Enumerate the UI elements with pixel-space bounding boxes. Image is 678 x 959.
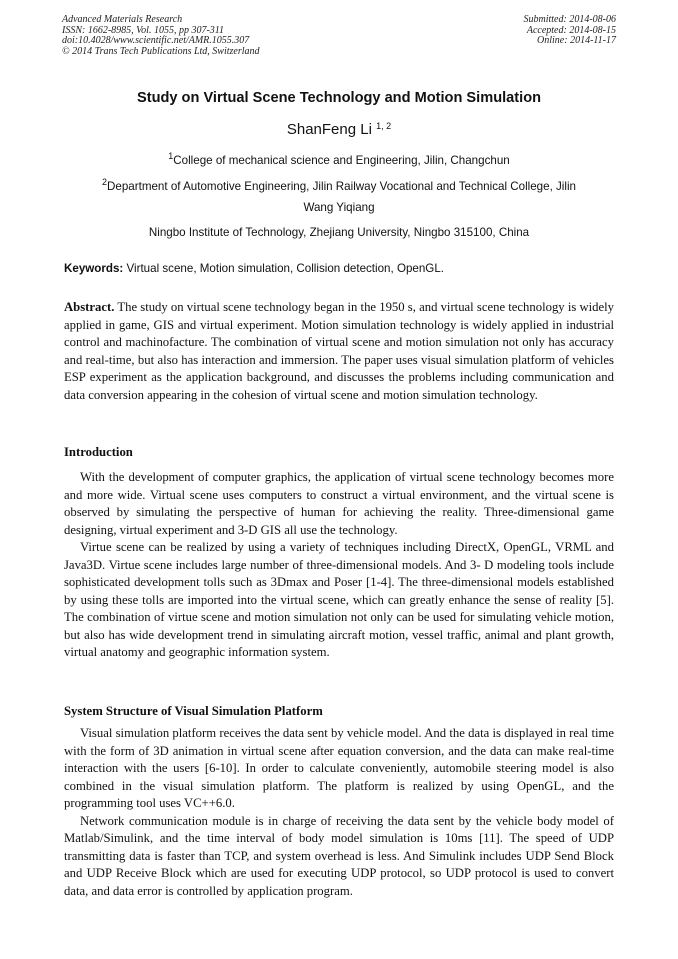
co-author-affiliation: Ningbo Institute of Technology, Zhejiang University, Ningbo 315100, China [148,226,530,239]
journal-header [62,15,260,57]
section-introduction [64,469,614,662]
date-online: Online: 2014-11-17 [537,35,616,47]
paper-title: Study on Virtual Scene Technology and Motion Simulation [136,90,542,106]
keywords-text: Virtual scene, Motion simulation, Collision detection, OpenGL. [123,262,444,275]
journal-name: Advanced Materials Research [62,14,183,25]
submission-dates [524,15,617,47]
author-name: ShanFeng Li [286,121,372,138]
affiliation-2-text: Department of Automotive Engineering, Jilin Railway Vocational and Technical College, Jilin [107,180,576,193]
date-submitted: Submitted: 2014-08-06 [523,14,616,25]
affiliation-2 [40,177,638,193]
keywords [64,262,614,275]
abstract [64,299,614,404]
journal-doi: doi:10.4028/www.scientific.net/AMR.1055.307 [62,35,250,47]
paragraph: Visual simulation platform receives the data sent by vehicle model. And the data is displayed in real time with the form of 3D animation in virtual scene after equation conversion, and the data can make real-time interaction with the users [6-10]. In order to calculate conveniently, automobile steering model is also combined in the visual simulation platform. The platform is realized by using OpenGL, and the programming tool uses VC++6.0. [64,726,614,810]
abstract-label: Abstract. [64,300,115,314]
affiliation-1-text: College of mechanical science and Engineering, Jilin, Changchun [173,154,510,167]
affiliation-2-mark: 2 [102,177,108,187]
journal-copyright: © 2014 Trans Tech Publications Ltd, Switzerland [62,45,260,57]
author-affiliation-marks: 1, 2 [376,121,392,131]
abstract-text: The study on virtual scene technology began in the 1950 s, and virtual scene technology is widely applied in game, GIS and virtual experiment. Motion simulation technology is widely applied in industrial control and machinofacture. The combination of virtual scene and motion simulation not only has accuracy and real-time, but also has interaction and immersion. The paper uses visual simulation platform of vehicles ESP experiment as the application background, and discusses the problems including communication and data conversion appearing in the cohesion of virtual scene and motion simulation technology. [64,300,614,402]
section-heading-system-structure: System Structure of Visual Simulation Platform [64,704,323,718]
affiliation-1-mark: 1 [168,151,174,161]
author-line [40,121,638,138]
section-heading-introduction: Introduction [64,445,133,459]
paragraph: With the development of computer graphics, the application of virtual scene technology becomes more and more wide. Virtual scene uses computers to construct a virtual environment, and the virtual scene is observed by simulating the perspective of human for achieving the reality. Three-dimensional game designing, virtual experiment and 3-D GIS all use the technology. [64,470,614,537]
paragraph: Virtue scene can be realized by using a variety of techniques including DirectX, OpenGL, VRML and Java3D. Virtue scene includes large number of three-dimensional models. And 3- D modeling tools include sophisticated development tolls such as 3Dmax and Poser [1-4]. The three-dimensional models established by using these tolls are imported into the virtual scene, which can greatly enhance the sense of reality [5]. The combination of virtue scene and motion simulation not only can be used for simulating vehicle motion, but also has wide development trend in simulating aircraft motion, vessel traffic, animal and plant growth, virtual anatomy and geographic information system. [64,540,614,659]
section-system-structure [64,725,614,900]
paragraph: Network communication module is in charge of receiving the data sent by the vehicle body model of Matlab/Simulink, and the time interval of body model simulation is 10ms [11]. The speed of UDP transmitting data is faster than TCP, and system overhead is less. And Simulink includes UDP Send Block and UDP Receive Block which are used for executing UDP protocol, so UDP protocol is used to convert data, and data error is controlled by application program. [64,813,614,898]
co-author-name: Wang Yiqiang [303,201,375,214]
journal-issn: ISSN: 1662-8985, Vol. 1055, pp 307-311 [62,24,225,36]
keywords-label: Keywords: [64,262,124,275]
date-accepted: Accepted: 2014-08-15 [526,24,616,36]
affiliation-1 [40,151,638,167]
